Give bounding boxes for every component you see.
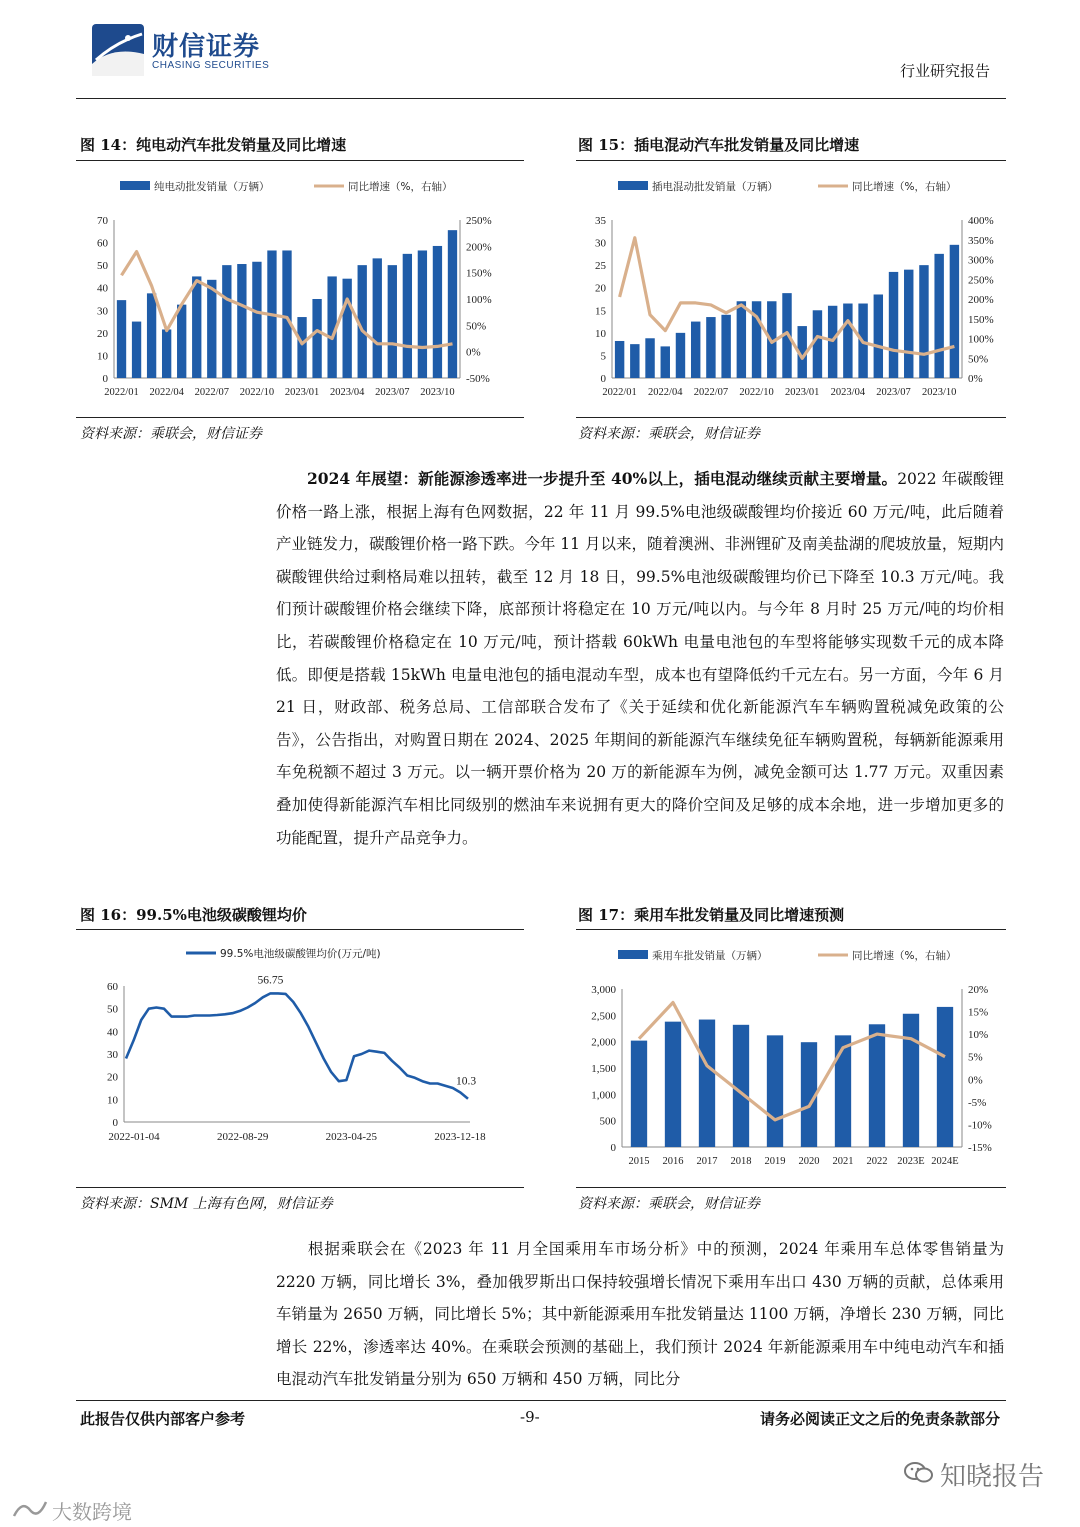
fig16-source: 资料来源：SMM 上海有色网，财信证券 bbox=[80, 1196, 333, 1212]
bar bbox=[282, 250, 291, 378]
x-tick-label: 2023/01 bbox=[785, 387, 820, 398]
y2-tick-label: 200% bbox=[466, 241, 492, 254]
legend-line-label: 99.5%电池级碳酸锂均价(万元/吨) bbox=[220, 948, 381, 960]
bar bbox=[934, 254, 943, 378]
latest-annotation: 10.3 bbox=[455, 1075, 477, 1088]
y-tick-label: 20 bbox=[97, 327, 108, 340]
logo-chinese-name: 财信证券 bbox=[152, 32, 261, 62]
page-number: -9- bbox=[520, 1408, 540, 1426]
y-tick-label: 20 bbox=[595, 282, 606, 295]
bar bbox=[630, 344, 639, 378]
x-tick-label: 2022/07 bbox=[693, 387, 729, 398]
footer-divider bbox=[76, 1400, 1006, 1401]
bar bbox=[645, 338, 654, 378]
bar bbox=[813, 310, 822, 378]
bar bbox=[312, 299, 321, 378]
bar bbox=[433, 246, 442, 378]
bar bbox=[388, 265, 397, 378]
x-tick-label: 2022 bbox=[866, 1156, 888, 1167]
y-tick-label: 10 bbox=[107, 1094, 118, 1107]
y-tick-label: 30 bbox=[107, 1049, 118, 1061]
bar bbox=[132, 322, 141, 378]
y-tick-label: 0 bbox=[610, 1142, 616, 1154]
fig15-title: 图 15：插电混动汽车批发销量及同比增速 bbox=[578, 136, 860, 154]
bar bbox=[767, 1035, 783, 1147]
y-tick-label: 30 bbox=[97, 305, 108, 318]
y-tick-label: 40 bbox=[107, 1026, 118, 1039]
y2-tick-label: 20% bbox=[968, 984, 989, 996]
fig14-chart bbox=[78, 165, 528, 415]
forecast-paragraph bbox=[276, 1233, 1004, 1396]
x-tick-label: 2022/04 bbox=[648, 387, 683, 398]
y2-tick-label: 50% bbox=[968, 353, 989, 366]
growth-line bbox=[639, 1003, 945, 1120]
y-tick-label: 500 bbox=[599, 1115, 616, 1128]
bar bbox=[937, 1007, 953, 1147]
bar bbox=[835, 1035, 851, 1147]
y-tick-label: 15 bbox=[595, 305, 606, 318]
x-tick-label: 2022/10 bbox=[739, 387, 774, 398]
y2-tick-label: 10% bbox=[968, 1029, 989, 1042]
x-tick-label: 2023/07 bbox=[375, 387, 410, 398]
bar bbox=[737, 301, 746, 378]
x-tick-label: 2023/07 bbox=[876, 387, 911, 398]
y-tick-label: 60 bbox=[107, 981, 118, 993]
bar bbox=[691, 322, 700, 378]
x-tick-label: 2023-04-25 bbox=[325, 1131, 377, 1143]
bar bbox=[418, 250, 427, 378]
outlook-body: 2022 年碳酸锂价格一路上涨，根据上海有色网数据，22 年 11 月 99.5%电池级碳酸锂均价接近 60 万元/吨，此后随着产业链发力，碳酸锂价格一路下跌。今年 11 月以来，随着澳洲、非洲锂矿及南美盐湖的爬坡放量，短期内碳酸锂供给过剩格局难以扭转，截至 12 月 18 日，99.5%电池级碳酸锂均价已下降至 10.3 万元/吨。我们预计碳酸锂价格会继续下降，底部预计将稳定在 10 万元/吨以内。与今年 8 月时 25 万元/吨的均价相比，若碳酸锂价格稳定在 10 万元/吨，预计搭载 60kWh 电量电池包的车型将能够实现数千元的成本降低。即便是搭载 15kWh 电量电池包的插电混动车型，成本也有望降低约千元左右。另一方面，今年 6 月 21 日，财政部、税务总局、工信部联合发布了《关于延续和优化新能源汽车车辆购置税减免政策的公告》，公告指出，对购置日期在 2024、2025 年期间的新能源汽车继续免征车辆购置税，每辆新能源乘用车免税额不超过 3 万元。以一辆开票价格为 20 万的新能源车为例，减免金额可达 1.77 万元。双重因素叠加使得新能源汽车相比同级别的燃油车来说拥有更大的降价空间及足够的成本余地，进一步增加更多的功能配置，提升产品竞争力。 bbox=[276, 470, 1005, 847]
y2-tick-label: 200% bbox=[968, 294, 994, 306]
bar bbox=[237, 264, 246, 378]
y-tick-label: 1,500 bbox=[591, 1063, 616, 1075]
bar bbox=[919, 265, 928, 378]
bar bbox=[117, 300, 126, 378]
x-tick-label: 2017 bbox=[696, 1156, 718, 1167]
bar bbox=[721, 315, 730, 378]
bar bbox=[297, 317, 306, 378]
fig16-chart bbox=[78, 934, 528, 1184]
legend-bar-swatch bbox=[120, 181, 150, 190]
bar bbox=[661, 346, 670, 378]
y2-tick-label: 400% bbox=[968, 215, 994, 227]
x-tick-label: 2023/04 bbox=[329, 387, 365, 398]
y2-tick-label: -15% bbox=[968, 1142, 992, 1154]
bar bbox=[252, 262, 261, 378]
y2-tick-label: 300% bbox=[968, 254, 994, 267]
x-tick-label: 2023/01 bbox=[284, 387, 320, 398]
legend-bar-label: 插电混动批发销量（万辆） bbox=[652, 181, 778, 193]
header-divider bbox=[76, 98, 1006, 99]
bar bbox=[631, 1041, 647, 1147]
y2-tick-label: 250% bbox=[466, 215, 492, 227]
bar bbox=[889, 272, 898, 378]
fig16-title-divider bbox=[76, 929, 524, 930]
legend-bar-swatch bbox=[618, 181, 648, 190]
legend-bar-label: 纯电动批发销量（万辆） bbox=[154, 181, 270, 193]
fig14-bottom-divider bbox=[76, 417, 524, 418]
legend-line-label: 同比增速（%，右轴） bbox=[852, 181, 957, 193]
bar bbox=[665, 1022, 681, 1147]
fig15-chart bbox=[576, 165, 1008, 415]
bar bbox=[177, 305, 186, 378]
bar bbox=[162, 329, 171, 378]
y2-tick-label: 100% bbox=[466, 294, 492, 306]
bar bbox=[950, 245, 959, 378]
bar bbox=[903, 1014, 919, 1147]
x-tick-label: 2023-12-18 bbox=[434, 1131, 486, 1143]
fig15-bottom-divider bbox=[576, 417, 1006, 418]
y-tick-label: 50 bbox=[97, 260, 108, 273]
x-tick-label: 2021 bbox=[832, 1156, 854, 1167]
x-tick-label: 2023E bbox=[897, 1156, 925, 1167]
bar bbox=[147, 293, 156, 378]
y2-tick-label: -10% bbox=[968, 1119, 992, 1132]
bar bbox=[615, 341, 624, 378]
bar bbox=[448, 230, 457, 378]
fig16-bottom-divider bbox=[76, 1187, 524, 1188]
fig15-title-divider bbox=[576, 160, 1006, 161]
bar bbox=[403, 254, 412, 378]
bar bbox=[843, 304, 852, 378]
outlook-lead: 2024 年展望：新能源渗透率进一步提升至 40%以上，插电混动继续贡献主要增量。 bbox=[307, 469, 898, 488]
x-tick-label: 2022/01 bbox=[602, 387, 637, 398]
y-tick-label: 2,500 bbox=[591, 1010, 616, 1023]
y2-tick-label: 150% bbox=[466, 267, 492, 280]
y2-tick-label: 15% bbox=[968, 1006, 989, 1019]
y2-tick-label: 150% bbox=[968, 313, 994, 326]
x-tick-label: 2015 bbox=[628, 1156, 650, 1167]
x-tick-label: 2023/04 bbox=[830, 387, 866, 398]
x-tick-label: 2022/10 bbox=[239, 387, 275, 398]
y-tick-label: 35 bbox=[595, 215, 606, 227]
y-tick-label: 60 bbox=[97, 237, 108, 250]
y2-tick-label: 0% bbox=[968, 373, 983, 385]
x-tick-label: 2022/04 bbox=[149, 387, 184, 398]
bar bbox=[192, 276, 201, 378]
x-tick-label: 2022/07 bbox=[194, 387, 229, 398]
fig14-source: 资料来源：乘联会，财信证券 bbox=[80, 426, 262, 442]
fig16-title: 图 16：99.5%电池级碳酸锂均价 bbox=[80, 906, 307, 924]
x-tick-label: 2018 bbox=[730, 1156, 752, 1167]
y2-tick-label: 100% bbox=[968, 333, 994, 346]
watermark-right: 知晓报告 bbox=[940, 1462, 1045, 1492]
y2-tick-label: 5% bbox=[968, 1051, 983, 1064]
fig17-title-divider bbox=[576, 929, 1006, 930]
outlook-paragraph bbox=[276, 463, 1004, 854]
bar bbox=[207, 280, 216, 378]
bar bbox=[869, 1024, 885, 1147]
y-tick-label: 0 bbox=[600, 373, 606, 385]
y-tick-label: 30 bbox=[595, 237, 606, 250]
footer-disclaimer-left: 此报告仅供内部客户参考 bbox=[80, 1410, 246, 1428]
watermark-left: 大数跨境 bbox=[52, 1500, 132, 1524]
y-tick-label: 5 bbox=[600, 350, 606, 363]
forecast-body: 根据乘联会在《2023 年 11 月全国乘用车市场分析》中的预测，2024 年乘用车总体零售销量为 2220 万辆，同比增长 3%，叠加俄罗斯出口保持较强增长情况下乘用车出口 430 万辆的贡献，总体乘用车销量为 2650 万辆，同比增长 5%；其中新能源乘用车批发销量达 1100 万辆，净增长 230 万辆，同比增长 22%，渗透率达 40%。在乘联会预测的基础上，我们预计 2024 年新能源乘用车中纯电动汽车和插电混动汽车批发销量分别为 650 万辆和 450 万辆，同比分 bbox=[276, 1240, 1004, 1389]
fig14-title: 图 14：纯电动汽车批发销量及同比增速 bbox=[80, 136, 347, 154]
legend-line-label: 同比增速（%，右轴） bbox=[852, 950, 957, 962]
y2-tick-label: 0% bbox=[466, 346, 481, 359]
y-tick-label: 40 bbox=[97, 282, 108, 295]
fig14-title-divider bbox=[76, 160, 524, 161]
logo-english-name: CHASING SECURITIES bbox=[152, 60, 270, 71]
y-tick-label: 0 bbox=[112, 1117, 118, 1129]
y-tick-label: 25 bbox=[595, 260, 606, 273]
bar bbox=[874, 294, 883, 378]
y2-tick-label: 350% bbox=[968, 234, 994, 247]
legend-bar-label: 乘用车批发销量（万辆） bbox=[652, 950, 768, 962]
x-tick-label: 2022-08-29 bbox=[217, 1131, 269, 1143]
y-tick-label: 70 bbox=[97, 215, 108, 227]
wechat-icon bbox=[904, 1460, 934, 1486]
bar bbox=[343, 279, 352, 378]
fig17-source: 资料来源：乘联会，财信证券 bbox=[578, 1196, 760, 1212]
y-tick-label: 20 bbox=[107, 1071, 118, 1084]
y-tick-label: 1,000 bbox=[591, 1089, 616, 1102]
chasing-securities-logo-icon bbox=[92, 24, 144, 76]
y2-tick-label: 250% bbox=[968, 274, 994, 287]
fig17-chart bbox=[576, 934, 1008, 1184]
x-tick-label: 2019 bbox=[764, 1156, 786, 1167]
watermark-logo-icon bbox=[10, 1496, 50, 1522]
fig15-source: 资料来源：乘联会，财信证券 bbox=[578, 426, 760, 442]
report-type: 行业研究报告 bbox=[899, 62, 990, 80]
footer-disclaimer-right: 请务必阅读正文之后的免责条款部分 bbox=[759, 1410, 1000, 1428]
x-tick-label: 2016 bbox=[662, 1156, 684, 1167]
y-tick-label: 10 bbox=[595, 327, 606, 340]
y-tick-label: 10 bbox=[97, 350, 108, 363]
x-tick-label: 2023/10 bbox=[921, 387, 957, 398]
fig17-bottom-divider bbox=[576, 1187, 1006, 1188]
y-tick-label: 0 bbox=[102, 373, 108, 385]
y2-tick-label: -5% bbox=[968, 1096, 987, 1109]
bar bbox=[222, 265, 231, 378]
bar bbox=[904, 270, 913, 378]
y-tick-label: 50 bbox=[107, 1003, 118, 1016]
y2-tick-label: 0% bbox=[968, 1074, 983, 1087]
bar bbox=[706, 317, 715, 378]
peak-annotation: 56.75 bbox=[257, 974, 284, 987]
x-tick-label: 2020 bbox=[798, 1156, 820, 1167]
legend-line-label: 同比增速（%，右轴） bbox=[348, 181, 453, 193]
x-tick-label: 2022/01 bbox=[104, 387, 139, 398]
bar bbox=[699, 1020, 715, 1147]
fig17-title: 图 17：乘用车批发销量及同比增速预测 bbox=[578, 906, 845, 924]
x-tick-label: 2023/10 bbox=[420, 387, 455, 398]
y-tick-label: 2,000 bbox=[591, 1036, 616, 1049]
price-line bbox=[126, 993, 468, 1098]
x-tick-label: 2024E bbox=[931, 1156, 959, 1167]
y2-tick-label: 50% bbox=[466, 320, 487, 333]
bar bbox=[676, 333, 685, 378]
y-tick-label: 3,000 bbox=[591, 984, 616, 996]
bar bbox=[733, 1025, 749, 1147]
x-tick-label: 2022-01-04 bbox=[108, 1131, 160, 1143]
y2-tick-label: -50% bbox=[466, 373, 490, 385]
legend-bar-swatch bbox=[618, 950, 648, 959]
bar bbox=[373, 258, 382, 378]
